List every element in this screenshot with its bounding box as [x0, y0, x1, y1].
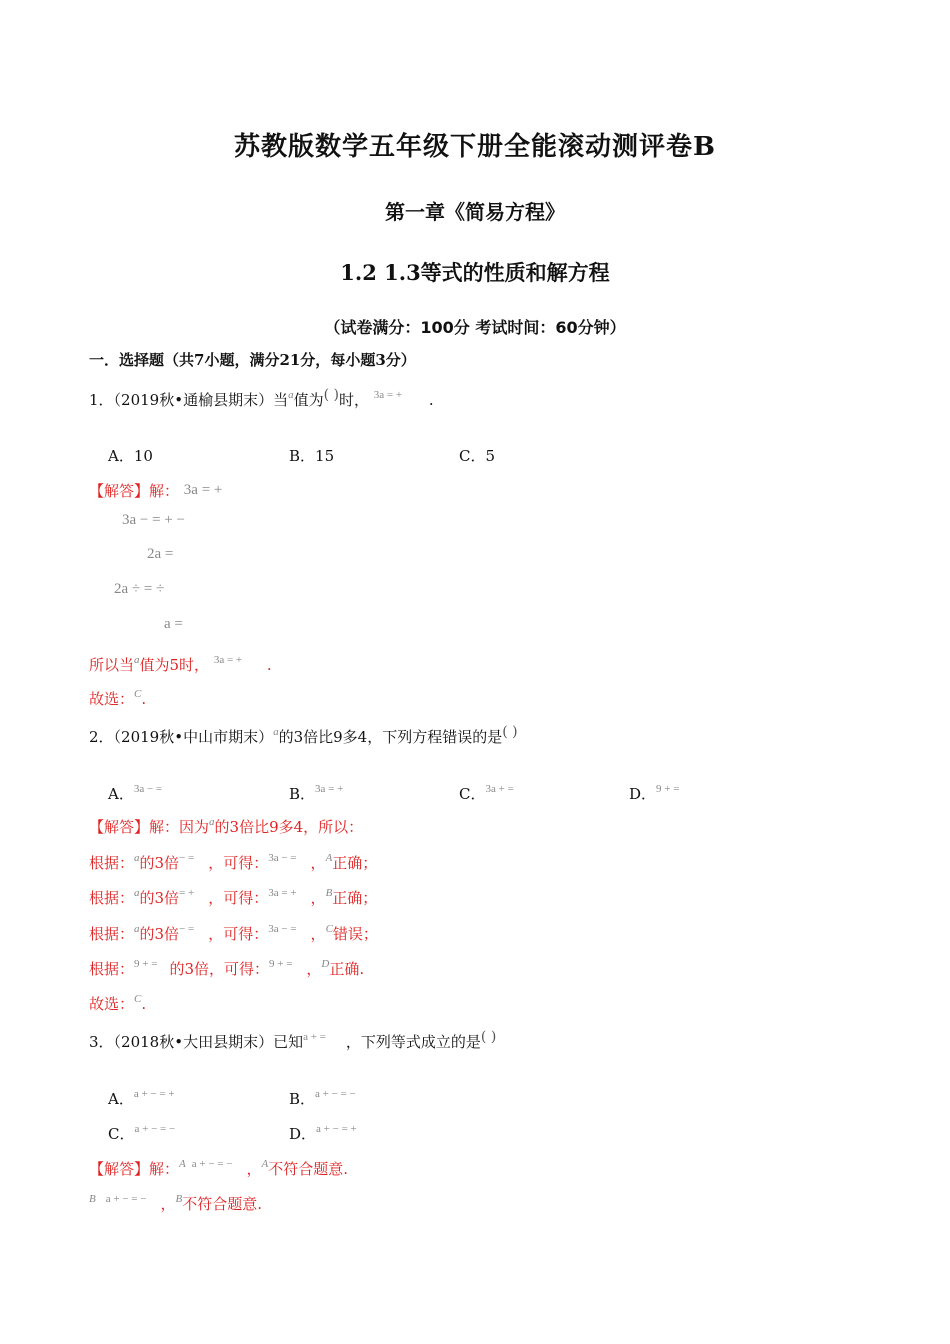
question-source: （2018秋•大田县期末）: [113, 1033, 274, 1051]
variable: a: [134, 923, 140, 935]
variable: a: [209, 816, 215, 828]
equation: 9 + =: [268, 958, 293, 970]
relation: − =: [179, 923, 195, 935]
q3-answer-a: [89, 1158, 348, 1179]
option-equation: a + − = −: [134, 1123, 176, 1135]
question-number: 1．: [89, 391, 114, 409]
equation: a + =: [303, 1031, 326, 1043]
comma: ，: [310, 925, 326, 943]
row-text: 的3倍，可得：: [169, 960, 269, 978]
question-2: [89, 726, 518, 747]
q2-reason-row: [89, 923, 378, 944]
answer-text: 的3倍比9多4，所以：: [214, 818, 364, 836]
equation: a + − = −: [105, 1193, 147, 1205]
q1-step-5: a =: [164, 616, 183, 632]
section-heading: 一．选择题（共7小题，满分21分，每小题3分）: [89, 351, 416, 369]
choose-text: 故选：: [89, 690, 135, 708]
row-text: ，可得：: [208, 889, 269, 907]
period: .: [141, 995, 147, 1013]
relation: 9 + =: [134, 958, 158, 970]
q3-answer-b: [89, 1193, 262, 1214]
answer-tag: 【解答】解：: [89, 818, 180, 836]
verdict: 正确；: [332, 889, 378, 907]
verdict: 正确.: [329, 960, 365, 978]
question-source: （2019秋•通榆县期末）: [113, 391, 274, 409]
option-equation: a + − = −: [315, 1088, 356, 1100]
comma: ，: [310, 889, 326, 907]
variable: a: [134, 852, 140, 864]
answer-blank: ( ): [323, 387, 339, 403]
row-lead: 根据：: [89, 889, 135, 907]
q1-step-4: 2a ÷ = ÷: [114, 581, 165, 597]
step-equation: 3a = +: [183, 482, 223, 498]
chapter-title: 第一章《简易方程》: [385, 200, 565, 224]
period: .: [428, 391, 434, 409]
option-label: A．: [108, 1090, 134, 1108]
option-label: A．: [108, 447, 134, 465]
option-label: C．: [459, 785, 486, 803]
question-source: （2019秋•中山市期末）: [113, 728, 274, 746]
answer-tag: 【解答】解：: [89, 482, 180, 500]
section-title: 1.2 1.3等式的性质和解方程: [340, 260, 610, 285]
option-label: D．: [629, 785, 657, 803]
question-3: [89, 1031, 496, 1052]
option-label: C．: [459, 447, 486, 465]
verdict: 不符合题意.: [182, 1195, 262, 1213]
question-text: 值为: [293, 391, 324, 409]
question-text: ，下列等式成立的是: [345, 1033, 481, 1051]
q1-answer: [89, 480, 222, 501]
q3-option-c: [108, 1123, 175, 1144]
row-lead: 根据：: [89, 925, 135, 943]
variable: a: [288, 389, 294, 401]
row-lead: 根据：: [89, 854, 135, 872]
q2-option-a: [108, 783, 162, 804]
comma: ，: [306, 960, 322, 978]
answer-blank: ( ): [480, 1029, 497, 1045]
verdict: 错误；: [332, 925, 378, 943]
q1-option-b: [289, 445, 334, 466]
period: .: [266, 656, 272, 674]
q2-option-c: [459, 783, 514, 804]
row-text: ，可得：: [208, 854, 269, 872]
conclusion-text: 值为5时，: [139, 656, 210, 674]
option-text: 5: [485, 447, 496, 465]
option-label: C．: [108, 1125, 135, 1143]
option-letter: B: [175, 1193, 183, 1205]
option-equation: 3a = +: [315, 783, 344, 795]
equation: 3a − =: [268, 852, 297, 864]
relation: − =: [179, 852, 195, 864]
row-text: 的3倍: [139, 889, 180, 907]
question-text: 的3倍比9多4，下列方程错误的是: [278, 728, 503, 746]
q2-reason-row: [89, 852, 377, 873]
option-letter: D: [321, 958, 330, 970]
option-letter: A: [325, 852, 333, 864]
question-text: 当: [273, 391, 289, 409]
option-letter: A: [179, 1158, 186, 1170]
choose-letter: C: [134, 688, 142, 700]
equation: 3a = +: [373, 389, 403, 401]
equation: 3a − =: [268, 923, 297, 935]
page-title: 苏教版数学五年级下册全能滚动测评卷B: [234, 132, 716, 162]
verdict: 不符合题意.: [268, 1160, 348, 1178]
q1-step-2: 3a − = + −: [122, 512, 185, 528]
q2-option-b: [289, 783, 343, 804]
comma: ，: [160, 1195, 176, 1213]
q2-choose: [89, 993, 146, 1014]
answer-blank: ( ): [502, 724, 518, 740]
option-equation: a + − = +: [133, 1088, 175, 1100]
equation: a + − = −: [191, 1158, 233, 1170]
equation: 3a = +: [268, 887, 297, 899]
option-label: A．: [108, 785, 134, 803]
q2-reason-row: [89, 958, 364, 979]
question-number: 2．: [89, 728, 114, 746]
variable: a: [273, 726, 279, 738]
option-letter: C: [325, 923, 333, 935]
q1-option-c: [459, 445, 495, 466]
option-letter: A: [261, 1158, 269, 1170]
q1-step-3: 2a =: [147, 546, 174, 562]
option-label: B．: [289, 1090, 316, 1108]
answer-tag: 【解答】解：: [89, 1160, 180, 1178]
question-1: [89, 389, 434, 410]
answer-text: 因为: [179, 818, 210, 836]
conclusion-text: 所以当: [89, 656, 135, 674]
row-lead: 根据：: [89, 960, 135, 978]
q3-option-a: [108, 1088, 175, 1109]
row-text: 的3倍: [139, 854, 180, 872]
option-text: 15: [315, 447, 335, 465]
relation: = +: [179, 887, 195, 899]
equation: 3a = +: [213, 654, 243, 666]
q2-reason-row: [89, 887, 377, 908]
option-label: B．: [289, 447, 316, 465]
option-equation: 3a − =: [133, 783, 163, 795]
option-letter: B: [89, 1193, 96, 1205]
option-equation: a + − = +: [316, 1123, 357, 1135]
q1-option-a: [108, 445, 153, 466]
verdict: 正确；: [332, 854, 378, 872]
option-equation: 3a + =: [485, 783, 514, 795]
variable: a: [134, 887, 140, 899]
option-text: 10: [133, 447, 153, 465]
option-letter: B: [325, 887, 333, 899]
question-text: 已知: [273, 1033, 304, 1051]
question-number: 3．: [89, 1033, 114, 1051]
period: .: [141, 690, 147, 708]
q3-option-d: [289, 1123, 357, 1144]
q2-answer: [89, 816, 363, 837]
row-text: 的3倍: [139, 925, 180, 943]
option-equation: 9 + =: [656, 783, 680, 795]
choose-letter: C: [134, 993, 142, 1005]
q2-option-d: [629, 783, 679, 804]
comma: ，: [310, 854, 326, 872]
choose-text: 故选：: [89, 995, 135, 1013]
q1-conclusion: [89, 654, 272, 675]
variable: a: [134, 654, 140, 666]
question-text: 时，: [338, 391, 369, 409]
q3-option-b: [289, 1088, 356, 1109]
comma: ，: [246, 1160, 262, 1178]
q1-choose: [89, 688, 146, 709]
exam-info: （试卷满分：100分 考试时间：60分钟）: [324, 318, 626, 337]
row-text: ，可得：: [208, 925, 269, 943]
option-label: B．: [289, 785, 316, 803]
option-label: D．: [289, 1125, 317, 1143]
